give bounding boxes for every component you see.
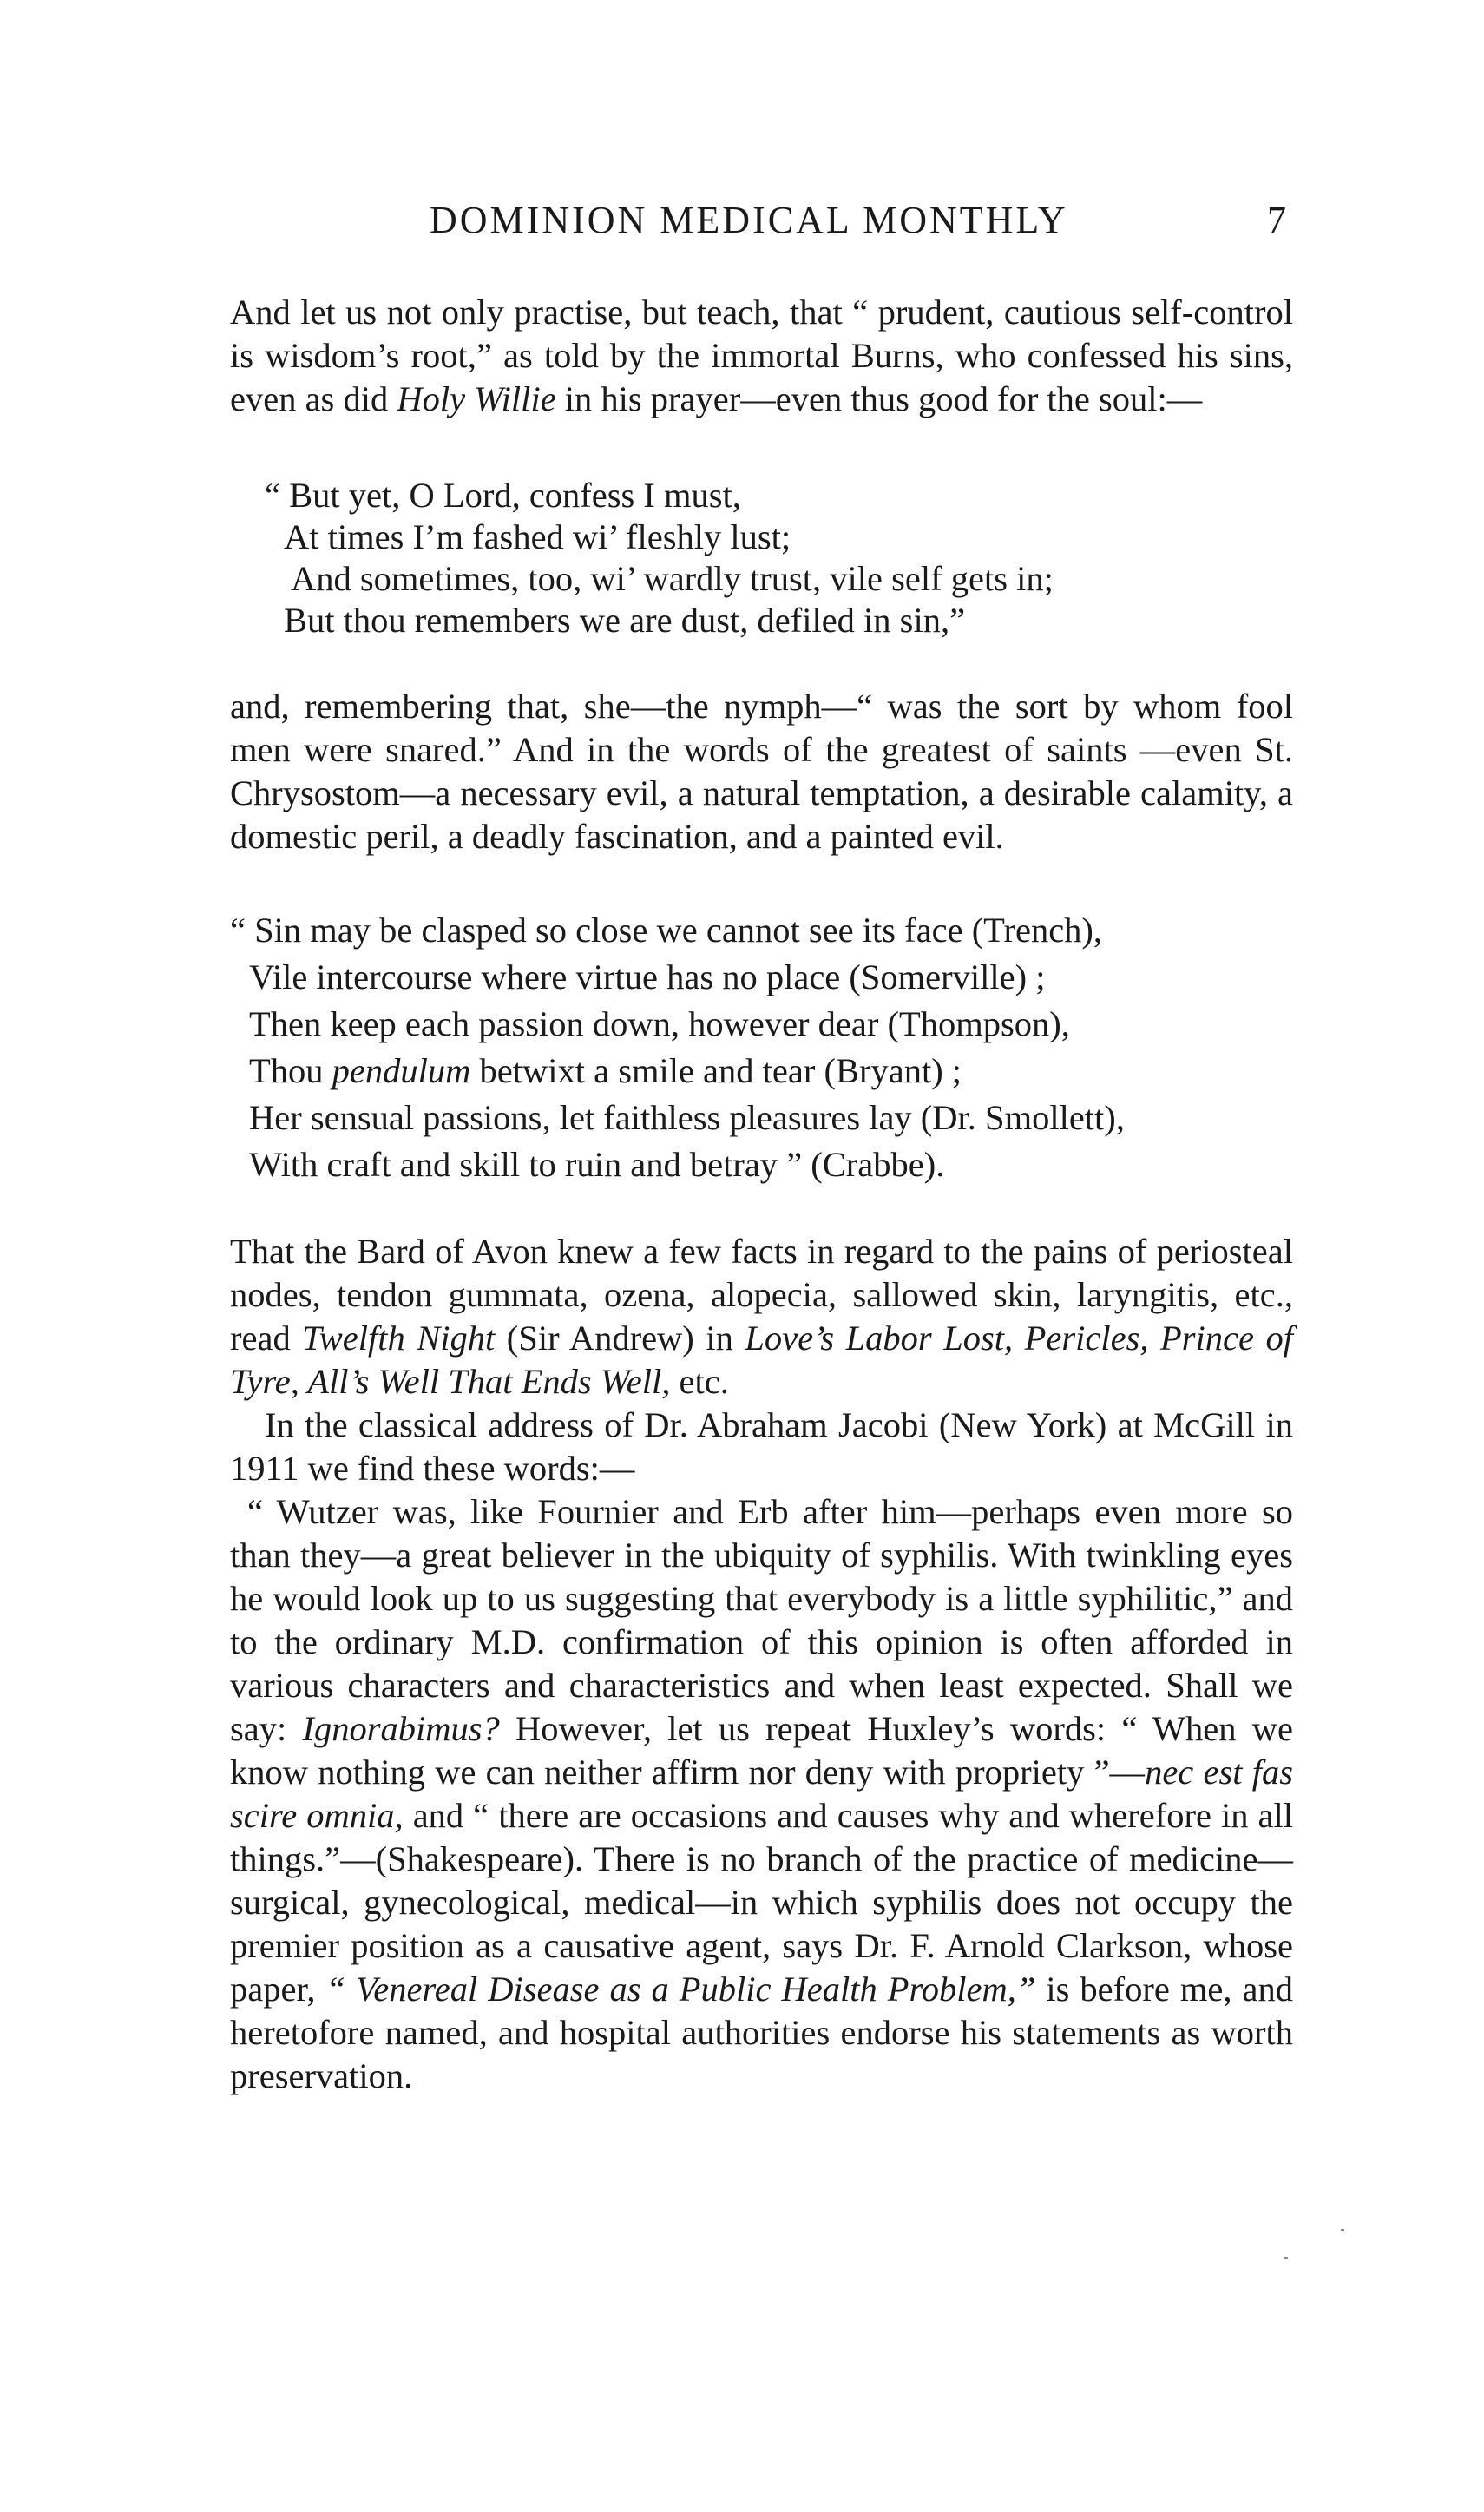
italic-title: Holy Willie	[397, 379, 556, 418]
verse-line: And sometimes, too, wi’ wardly trust, vile self gets in;	[291, 559, 1054, 598]
verse-quotations	[230, 907, 1293, 1188]
italic-phrase: nec est fas scire omnia,	[230, 1752, 1293, 1835]
verse-line: With craft and skill to ruin and betray ” (Crabbe).	[249, 1145, 945, 1184]
verse-line: At times I’m fashed wi’ fleshly lust;	[284, 517, 791, 556]
paragraph-burns	[230, 291, 1293, 421]
paragraph-nymph: and, remembering that, she—the nymph—“ was the sort by whom fool men were snared.” And in the words of the greatest of saints —even St. Chrysostom—a necessary evil, a natural temptation, a desirable calamity, a domestic peril, a deadly fascination, and a painted evil.	[230, 687, 1293, 856]
paragraph-text: in his prayer—even thus good for the soul:—	[555, 379, 1203, 418]
verse-line: But thou remembers we are dust, defiled in sin,”	[284, 601, 966, 640]
italic-title: Love’s Labor Lost, Pericles, Prince of Tyre, All’s Well That Ends Well,	[230, 1318, 1293, 1401]
page-number: 7	[1267, 199, 1289, 241]
verse-burns	[265, 475, 1293, 641]
body-text	[230, 291, 1293, 2098]
running-title: DOMINION MEDICAL MONTHLY	[430, 199, 1068, 241]
verse-line: Vile intercourse where virtue has no place (Somerville) ;	[249, 957, 1046, 996]
verse-line: Then keep each passion down, however dear (Thompson),	[249, 1004, 1070, 1043]
scan-speck	[1341, 2229, 1344, 2231]
verse-line: “ Sin may be clasped so close we cannot see its face (Trench),	[230, 911, 1103, 950]
italic-title: Twelfth Night	[302, 1318, 496, 1358]
scan-speck	[1284, 2257, 1288, 2259]
verse-line: “ But yet, O Lord, confess I must,	[265, 476, 741, 515]
paragraph-shakespeare: That the Bard of Avon knew a few facts in regard to the pains of periosteal nodes, tendon gummata, ozena, alopecia, sallowed skin, laryngitis, etc., read Twelfth Night (Sir Andrew) in Love’s Labor Lost, Pericles, Prince of Tyre, All’s Well That Ends Well, etc.	[230, 1232, 1293, 1401]
verse-line: Her sensual passions, let faithless pleasures lay (Dr. Smollett),	[249, 1098, 1125, 1137]
italic-title: “ Venereal Disease as a Public Health Problem,”	[325, 1969, 1036, 2009]
paragraph-wutzer: “ Wutzer was, like Fournier and Erb after him—perhaps even more so than they—a great believer in the ubiquity of syphilis. With twinkling eyes he would look up to us suggesting that everybody is a little syphilitic,” and to the ordinary M.D. confirmation of this opinion is often afforded in various characters and characteristics and when least expected. Shall we say: Ignorabimus? However, let us repeat Huxley’s words: “ When we know nothing we can neither affirm nor deny with propriety ”—nec est fas scire omnia, and “ there are occasions and causes why and wherefore in all things.”—(Shakespeare). There is no branch of the practice of medicine—surgical, gynecological, medical—in which syphilis does not occupy the premier position as a causative agent, says Dr. F. Arnold Clarkson, whose paper, “ Venereal Disease as a Public Health Problem,” is before me, and heretofore named, and hospital authorities endorse his statements as worth preservation.	[230, 1492, 1293, 2095]
paragraph-jacobi: In the classical address of Dr. Abraham Jacobi (New York) at McGill in 1911 we find these words:—	[230, 1405, 1293, 1488]
paragraph-text: And let us not only practise, but teach, that “ prudent, cautious self-control is wisdom’s root,” as told by the immortal Burns, who confessed his sins, even as did	[230, 293, 1293, 418]
italic-word: Ignorabimus?	[302, 1709, 500, 1748]
italic-word: pendulum	[332, 1051, 471, 1090]
verse-line: Thou pendulum betwixt a smile and tear (Bryant) ;	[249, 1051, 962, 1090]
